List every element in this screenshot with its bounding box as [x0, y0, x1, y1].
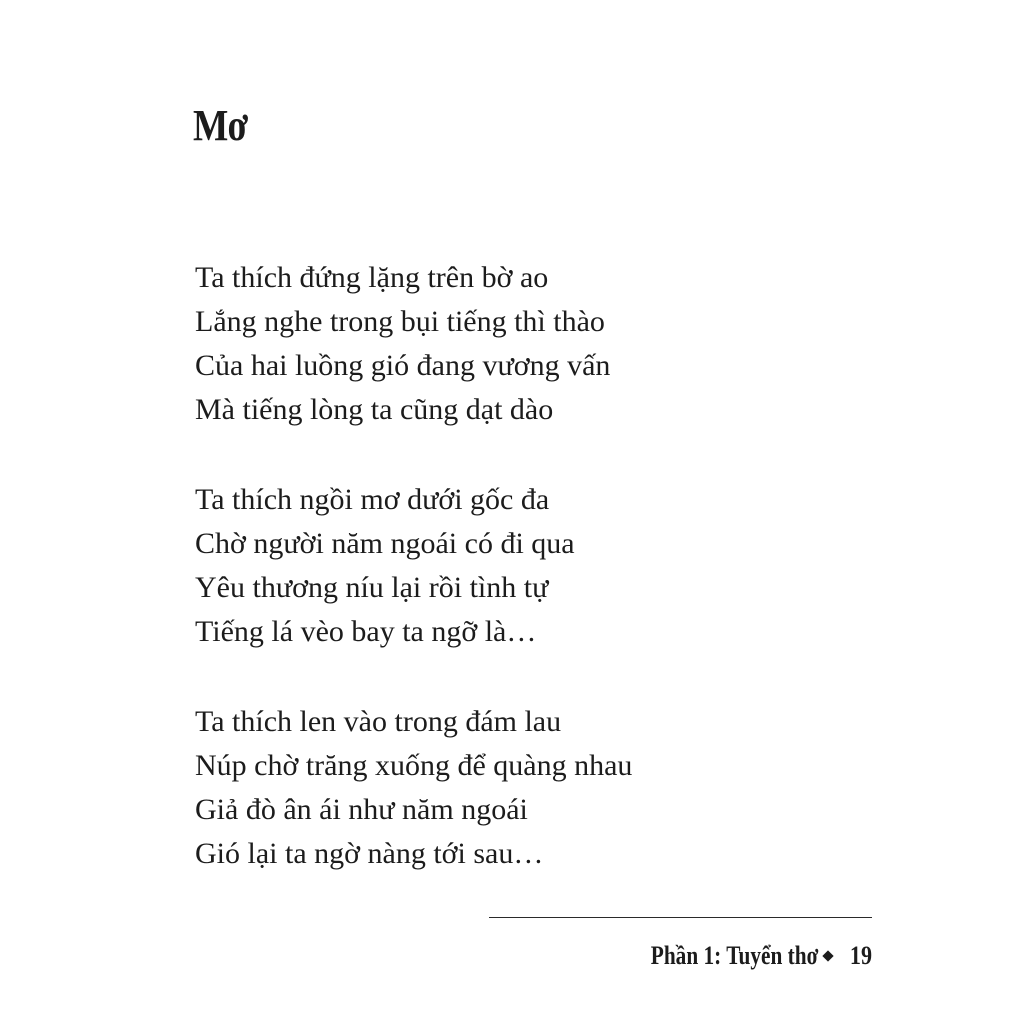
poem-line: Tiếng lá vèo bay ta ngỡ là…: [195, 615, 537, 648]
poem-line: Của hai luồng gió đang vương vấn: [195, 349, 611, 382]
footer-section-title: Phần 1: Tuyển thơ: [650, 941, 818, 970]
poem-line: Gió lại ta ngờ nàng tới sau…: [195, 837, 544, 870]
poem-line: Chờ người năm ngoái có đi qua: [195, 527, 575, 560]
poem-line: Ta thích ngồi mơ dưới gốc đa: [195, 483, 550, 516]
poem-line: Ta thích đứng lặng trên bờ ao: [195, 261, 549, 294]
poem-line: Yêu thương níu lại rồi tình tự: [195, 571, 549, 604]
page-footer: [614, 936, 872, 976]
stanza-2: [195, 478, 632, 654]
stanza-1: [195, 256, 632, 432]
poem-line: Mà tiếng lòng ta cũng dạt dào: [195, 393, 554, 426]
poem-title: Mơ: [193, 101, 248, 150]
footer-divider: [489, 917, 872, 918]
poem-line: Ta thích len vào trong đám lau: [195, 705, 562, 738]
poem-line: Giả đò ân ái như năm ngoái: [195, 793, 528, 826]
diamond-icon: [822, 950, 833, 961]
poem-body: [195, 256, 632, 876]
poem-line: Lắng nghe trong bụi tiếng thì thào: [195, 305, 605, 338]
page-number: 19: [849, 941, 872, 970]
stanza-3: [195, 700, 632, 876]
poem-line: Núp chờ trăng xuống để quàng nhau: [195, 749, 633, 782]
